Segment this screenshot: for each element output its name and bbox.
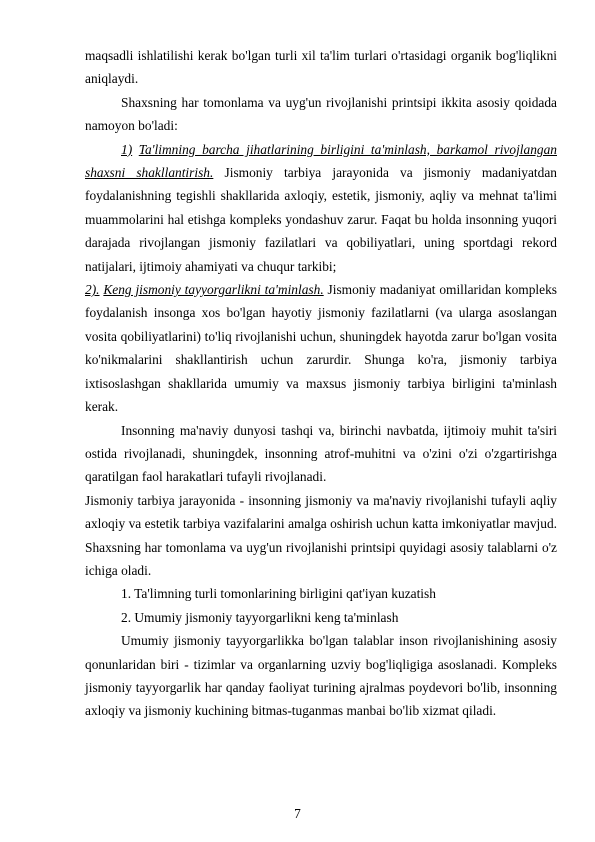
paragraph-general-training: Umumiy jismoniy tayyorgarlikka bo'lgan talablar inson rivojlanishining asosiy qonunlaridan biri - tizimlar va organlarning uzviy bog'liqligiga asoslanadi. Kompleks jismoniy tayyorgarlik har qanday faoliyat turining ajralmas poydevori bo'lib, insonning axloqiy va jismoniy kuchining bitmas-tuganmas manbai bo'lib xizmat qiladi.: [85, 633, 557, 719]
paragraph-spiritual-world: Insonning ma'naviy dunyosi tashqi va, birinchi navbatda, ijtimoiy muhit ta'siri ostida rivojlanadi, shuningdek, insonning atrof-muhitni va o'zini o'zi o'zgartirishga qaratilgan faol harakatlari tufayli rivojlanadi.: [85, 422, 557, 485]
page-body: [85, 44, 557, 723]
paragraph-continuation: maqsadli ishlatilishi kerak bo'lgan turli xil ta'lim turlari o'rtasidagi organik bog'liqlikni aniqlaydi.: [85, 48, 557, 87]
rule-1-number: 1): [121, 141, 133, 157]
paragraph-principle-intro: Shaxsning har tomonlama va uyg'un rivojlanishi printsipi ikkita asosiy qoidada namoyon bo'ladi:: [85, 94, 557, 134]
list-item-1: 1. Ta'limning turli tomonlarining birligini qat'iyan kuzatish: [121, 586, 436, 602]
list-item-2: 2. Umumiy jismoniy tayyorgarlikni keng ta'minlash: [121, 609, 399, 625]
page-number: 7: [294, 806, 301, 821]
rule-2-heading: Keng jismoniy tayyorgarlikni ta'minlash.: [103, 282, 324, 298]
rule-2-body: Jismoniy madaniyat omillaridan kompleks foydalanish insonga xos bo'lgan hayotiy jismoniy fazilatlarni (va ularga asoslangan vosita qobiliyatlarini) to'liq rivojlanishi uchun, shuningdek hayotda zarur bo'lgan vosita ko'nikmalarini shakllantirish uchun zarurdir. Shunga ko'ra, jismoniy tarbiya ixtisoslashgan shakllarida umumiy va maxsus jismoniy tarbiya birligini ta'minlash kerak.: [85, 282, 557, 415]
rule-1-heading: Ta'limning barcha jihatlarining birligini ta'minlash, barkamol rivojlangan shaxsni shakllantirish.: [85, 141, 557, 181]
rule-1-body: Jismoniy tarbiya jarayonida va jismoniy madaniyatdan foydalanishning tegishli shakllarida axloqiy, estetik, jismoniy, aqliy va mehnat ta'limi muammolarini hal etishga kompleks yondashuv zarur. Faqat bu holda insonning yuqori darajada rivojlangan jismoniy fazilatlari va qobiliyatlari, uning sportdagi rekord natijalari, ijtimoiy ahamiyati va chuqur tarkibi;: [85, 165, 557, 274]
paragraph-rule-2: [85, 278, 557, 418]
paragraph-physical-education: Jismoniy tarbiya jarayonida - insonning jismoniy va ma'naviy rivojlanishi tufayli aqliy axloqiy va estetik tarbiya vazifalarini amalga oshirish uchun katta imkoniyatlar mavjud. Shaxsning har tomonlama va uyg'un rivojlanishi printsipi quyidagi asosiy talablarni o'z ichiga oladi.: [85, 492, 557, 578]
rule-2-number: 2).: [85, 282, 100, 298]
paragraph-rule-1: [85, 138, 557, 278]
